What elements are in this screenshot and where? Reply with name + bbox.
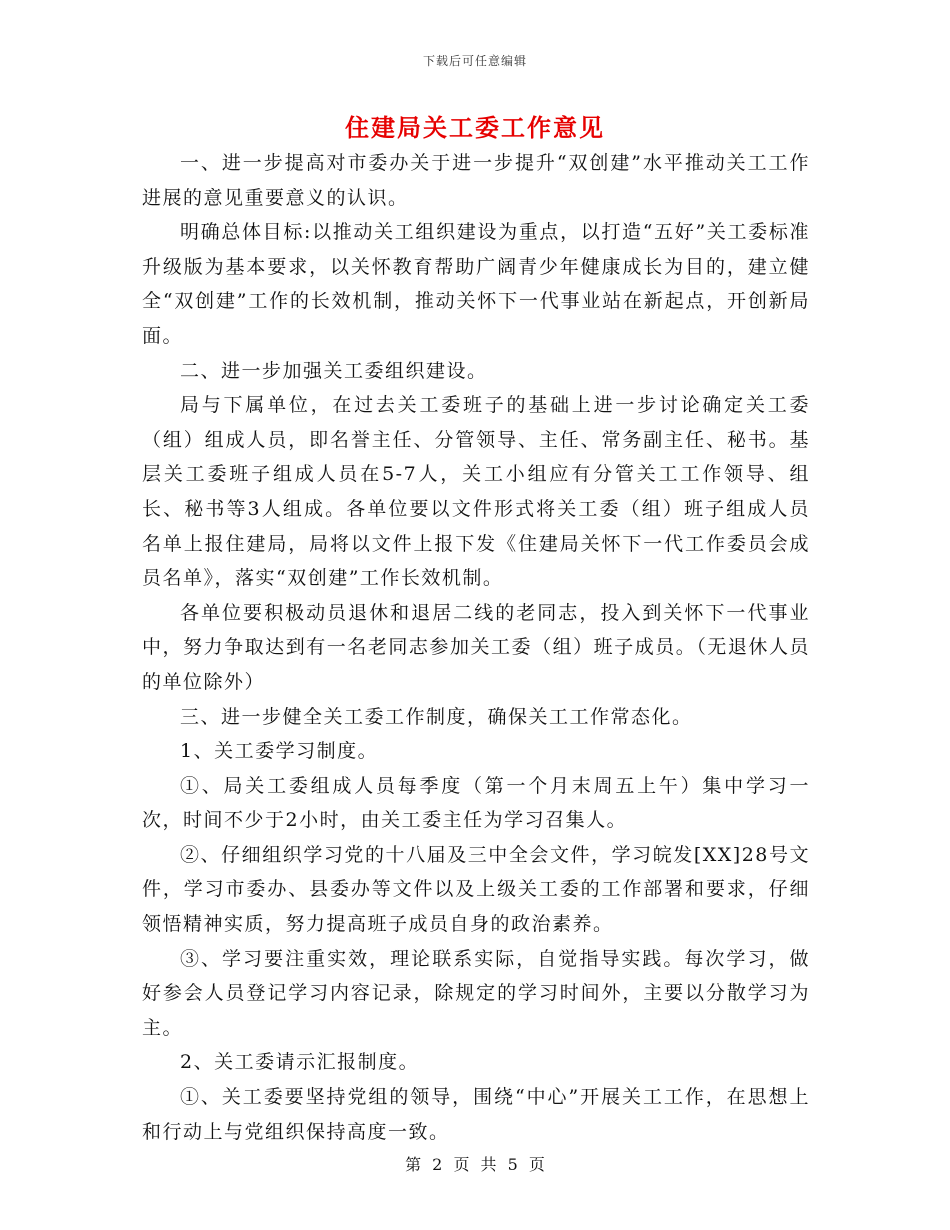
paragraph-2: 明确总体目标:以推动关工组织建设为重点，以打造“五好”关工委标准升级版为基本要求，以关怀教育帮助广阔青少年健康成长为目的，建立健全“双创建”工作的长效机制，推动关怀下一代事业站在新起点，开创新局面。 [142,221,810,347]
paragraph-7: 1、关工委学习制度。 [180,740,379,763]
paragraph-10: ③、学习要注重实效，理论联系实际，自觉指导实践。每次学习，做好参会人员登记学习内容记录，除规定的学习时间外，主要以分散学习为主。 [142,947,810,1039]
paragraph-11: 2、关工委请示汇报制度。 [180,1051,420,1074]
page-number: 第 2 页 共 5 页 [405,1155,545,1174]
paragraph-6: 三、进一步健全关工委工作制度，确保关工工作常态化。 [180,705,693,728]
paragraph-8: ①、局关工委组成人员每季度（第一个月末周五上午）集中学习一次，时间不少于2小时，由关工委主任为学习召集人。 [142,774,810,832]
paragraph-12: ①、关工委要坚持党组的领导，围绕“中心”开展关工工作，在思想上和行动上与党组织保持高度一致。 [142,1086,810,1143]
paragraph-5: 各单位要积极动员退休和退居二线的老同志，投入到关怀下一代事业中，努力争取达到有一名老同志参加关工委（组）班子成员。（无退休人员的单位除外） [142,601,810,693]
paragraph-4: 局与下属单位，在过去关工委班子的基础上进一步讨论确定关工委（组）组成人员，即名誉主任、分管领导、主任、常务副主任、秘书。基层关工委班子组成人员在5-7人，关工小组应有分管关工工作领导、组长、秘书等3人组成。各单位要以文件形式将关工委（组）班子组成人员名单上报住建局，局将以文件上报下发《住建局关怀下一代工作委员会成员名单》，落实“双创建”工作长效机制。 [142,394,810,590]
document-title: 住建局关工委工作意见 [345,113,605,142]
paragraph-3: 二、进一步加强关工委组织建设。 [180,359,488,382]
document-body [142,146,810,1149]
paragraph-1: 一、进一步提高对市委办关于进一步提升“双创建”水平推动关工工作进展的意见重要意义的认识。 [142,152,810,209]
page-header-note: 下载后可任意编辑 [422,54,527,68]
paragraph-9: ②、仔细组织学习党的十八届及三中全会文件，学习皖发[XX]28号文件，学习市委办、县委办等文件以及上级关工委的工作部署和要求，仔细领悟精神实质，努力提高班子成员自身的政治素养。 [142,843,810,936]
